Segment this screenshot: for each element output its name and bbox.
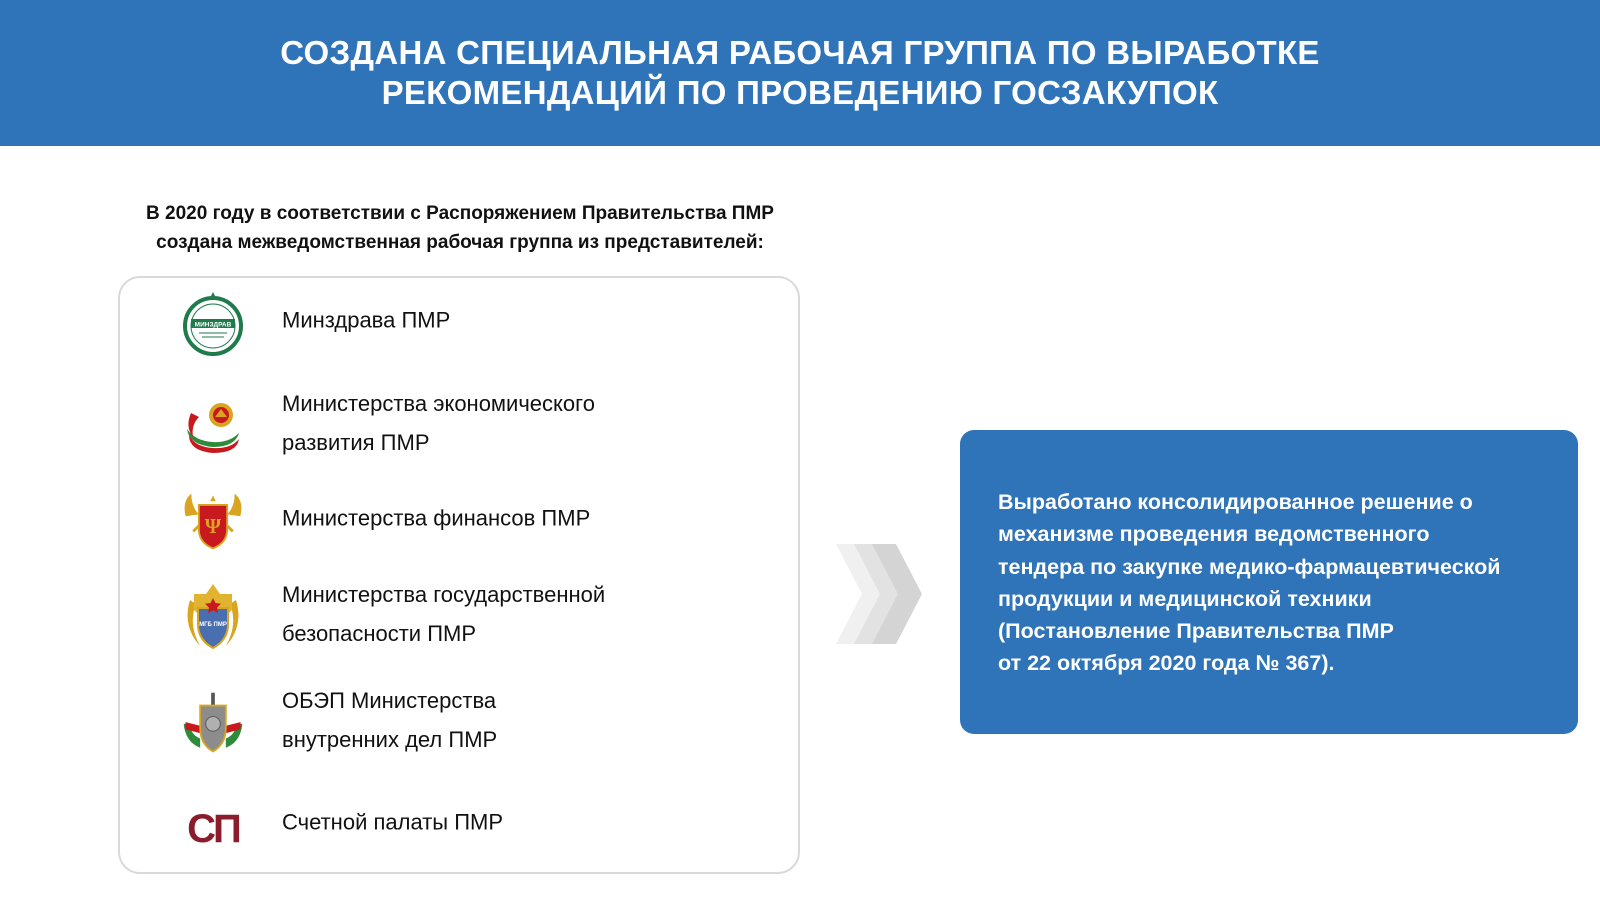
member-label-line-1: ОБЭП Министерства	[282, 688, 497, 713]
member-label-line-1: Министерства финансов ПМР	[282, 505, 591, 531]
list-item-state-security	[120, 584, 798, 644]
minzdrav-emblem-icon	[180, 290, 246, 356]
member-label-obep-mvd	[282, 681, 782, 759]
list-item-economic-development	[120, 393, 798, 453]
obep-police-emblem-icon	[180, 690, 246, 756]
member-label-economic-development	[282, 384, 782, 462]
ministry-economic-development-emblem-icon	[180, 393, 246, 459]
accounts-chamber-logo-text: СП	[187, 807, 239, 850]
page-title-line-1: СОЗДАНА СПЕЦИАЛЬНАЯ РАБОЧАЯ ГРУППА ПО ВЫРАБОТКЕ	[280, 34, 1320, 71]
result-line-1: Выработано консолидированное решение о	[998, 490, 1473, 514]
member-label-line-2: безопасности ПМР	[282, 621, 477, 646]
state-security-logo-text: МГБ ПМР	[199, 622, 227, 628]
minzdrav-logo-text: МИНЗДРАВ	[194, 321, 232, 329]
list-item-finance	[120, 488, 798, 548]
chevron-arrow-icon	[836, 544, 922, 644]
result-line-3: тендера по закупке медико-фармацевтической	[998, 554, 1501, 579]
member-label-line-2: внутренних дел ПМР	[282, 727, 498, 752]
members-list	[118, 276, 800, 874]
svg-text:Ψ: Ψ	[204, 516, 222, 539]
list-item-obep-mvd	[120, 690, 798, 750]
result-line-2: механизме проведения ведомственного	[998, 522, 1430, 547]
member-label-accounts-chamber	[282, 803, 782, 842]
ministry-finance-emblem-icon	[180, 488, 246, 554]
header-banner	[0, 0, 1600, 146]
intro-line-1: В 2020 году в соответствии с Распоряжением Правительства ПМР	[146, 203, 774, 224]
member-label-line-1: Счетной палаты ПМР	[282, 809, 504, 835]
member-label-line-2: развития ПМР	[282, 430, 430, 455]
member-label-line-1: Министерства экономического	[282, 391, 595, 416]
result-panel	[960, 430, 1578, 734]
list-item-accounts-chamber	[120, 792, 798, 852]
page-title-line-2: РЕКОМЕНДАЦИЙ ПО ПРОВЕДЕНИЮ ГОСЗАКУПОК	[381, 74, 1219, 111]
accounts-chamber-logo-icon	[180, 792, 246, 858]
result-line-6: от 22 октября 2020 года № 367).	[998, 651, 1335, 676]
list-item-minzdrav	[120, 290, 798, 350]
member-label-state-security	[282, 575, 782, 653]
member-label-line-1: Минздрава ПМР	[282, 307, 451, 333]
member-label-line-1: Министерства государственной	[282, 582, 606, 607]
result-line-5: (Постановление Правительства ПМР	[998, 619, 1394, 644]
intro-line-2: создана межведомственная рабочая группа из представителей:	[156, 232, 764, 253]
result-line-4: продукции и медицинской техники	[998, 586, 1372, 611]
state-security-emblem-icon	[180, 584, 246, 650]
member-label-minzdrav	[282, 301, 782, 340]
intro-text	[110, 199, 810, 257]
member-label-finance	[282, 499, 782, 538]
